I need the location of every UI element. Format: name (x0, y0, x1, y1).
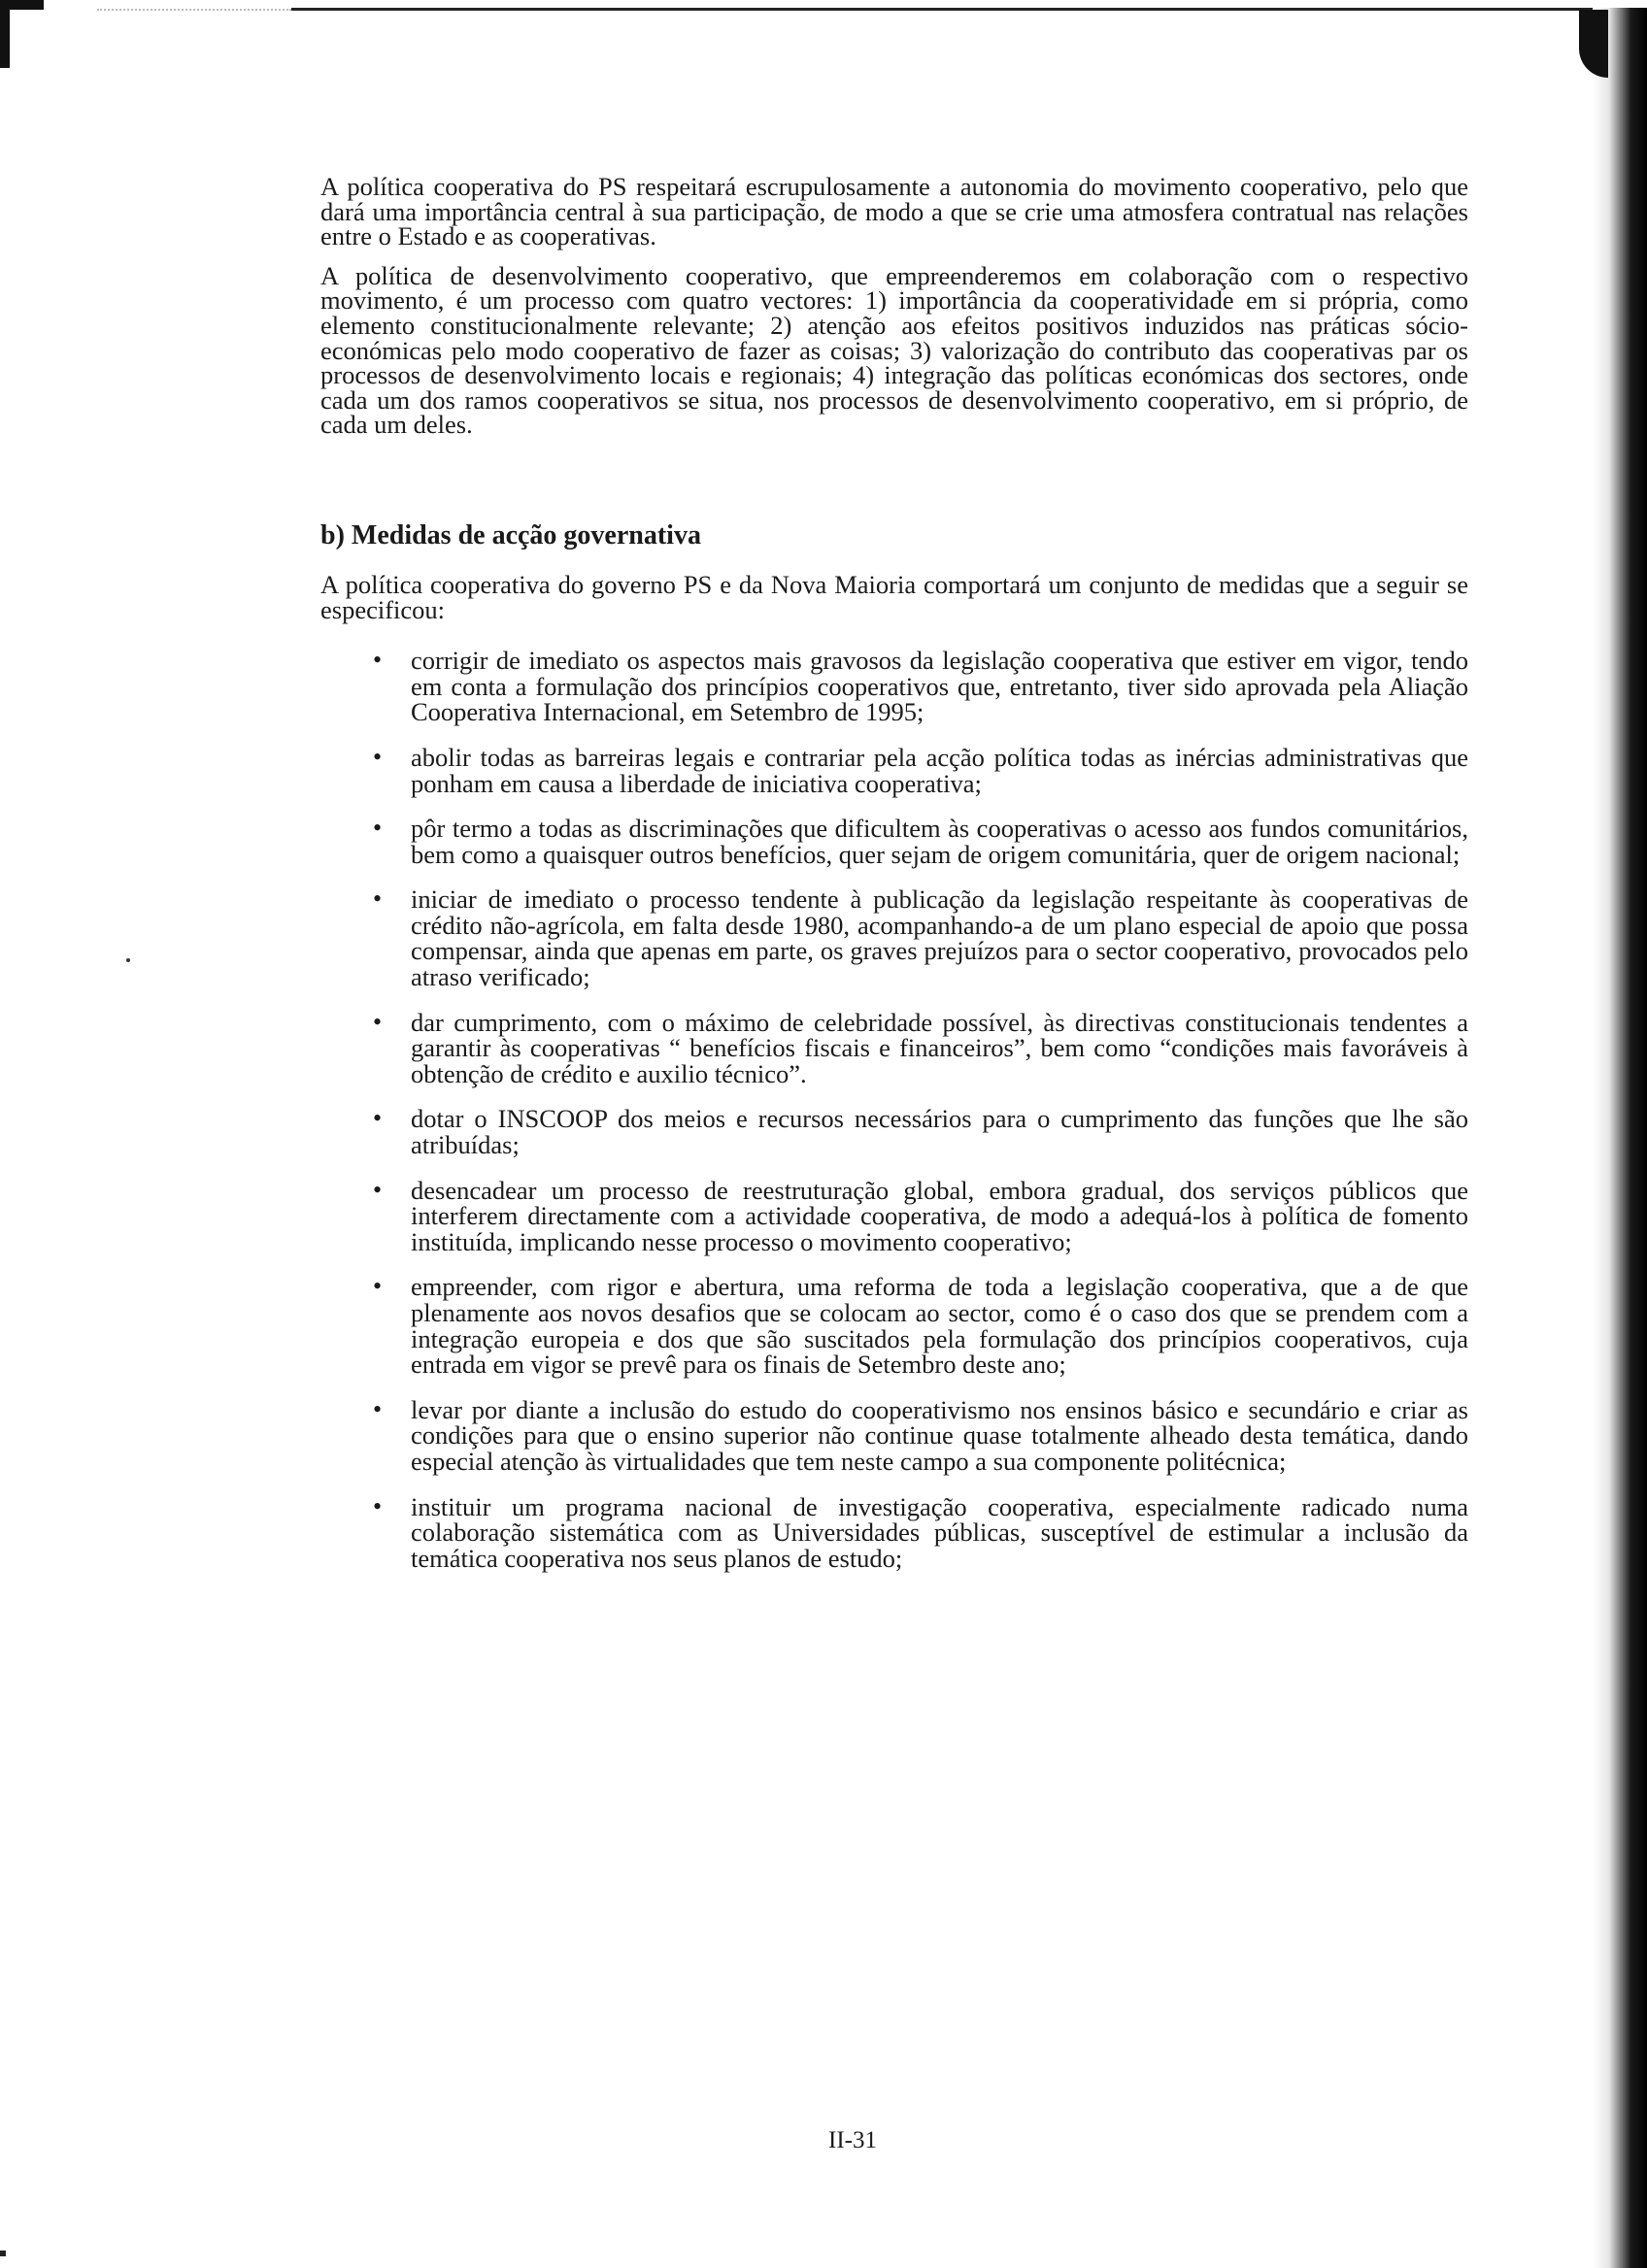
scan-border-artifact (97, 9, 291, 12)
bullet-icon: • (373, 1007, 383, 1036)
bullet-icon: • (373, 742, 383, 771)
scan-border-artifact (291, 8, 1593, 11)
page-number: II-31 (828, 2127, 877, 2153)
section-heading: b) Medidas de acção governativa (320, 519, 701, 550)
scan-border-artifact (0, 0, 10, 68)
document-body (320, 172, 1468, 1590)
scan-border-artifact (0, 0, 44, 10)
list-item (320, 648, 1468, 725)
list-item-text: dar cumprimento, com o máximo de celebridade possível, às directivas constitucionais tendentes a garantir às cooperativas “ benefícios fiscais e financeiros”, bem como “condições mais favoráveis à obtenção de crédito e auxilio técnico”. (411, 1007, 1468, 1088)
paragraph: A política de desenvolvimento cooperativo, que empreenderemos em colaboração com o respectivo movimento, é um processo com quatro vectores: 1) importância da cooperatividade em si própria, como elemento constitucionalmente relevante; 2) atenção aos efeitos positivos induzidos nas práticas sócio-económicas pelo modo cooperativo de fazer as coisas; 3) valorização do contributo das cooperativas par os processos de desenvolvimento locais e regionais; 4) integração das políticas económicas dos sectores, onde cada um dos ramos cooperativos se situa, nos processos de desenvolvimento cooperativo, em si próprio, de cada um deles. (320, 260, 1468, 440)
scan-page-edge-shadow (1593, 8, 1647, 2268)
scan-speck (0, 2251, 6, 2256)
list-item (320, 884, 1468, 992)
bullet-icon: • (373, 1394, 383, 1423)
list-item (320, 1104, 1468, 1160)
list-item-text: levar por diante a inclusão do estudo do cooperativismo nos ensinos básico e secundário e criar as condições para que o ensino superior não continue quase totalmente alheado desta temática, dando especial atenção às virtualidades que tem neste campo a sua componente politécnica; (411, 1394, 1468, 1476)
bullet-icon: • (373, 884, 383, 914)
list-item (320, 1007, 1468, 1088)
list-item (320, 1394, 1468, 1476)
scan-speck (126, 958, 130, 962)
list-item (320, 1491, 1468, 1573)
list-item-text: desencadear um processo de reestruturação global, embora gradual, dos serviços públicos que interferem directamente com a actividade cooperativa, de modo a adequá-los à política de fomento instituída, implicando nesse processo o movimento cooperativo; (411, 1175, 1468, 1256)
list-item-text: dotar o INSCOOP dos meios e recursos necessários para o cumprimento das funções que lhe são atribuídas; (411, 1104, 1468, 1160)
bullet-icon: • (373, 814, 383, 843)
list-item-text: instituir um programa nacional de investigação cooperativa, especialmente radicado numa colaboração sistemática com as Universidades públicas, susceptível de estimular a inclusão da temática cooperativa nos seus planos de estudo; (411, 1491, 1468, 1573)
bullet-icon: • (373, 1272, 383, 1301)
list-item-text: iniciar de imediato o processo tendente à publicação da legislação respeitante às cooperativas de crédito não-agrícola, em falta desde 1980, acompanhando-a de um plano especial de apoio que possa compensar, ainda que apenas em parte, os graves prejuízos para o sector cooperativo, provocados pelo atraso verificado; (411, 884, 1468, 992)
measures-list (320, 648, 1468, 1571)
paragraph-intro: A política cooperativa do governo PS e da Nova Maioria comportará um conjunto de medidas que a seguir se especificou: (320, 569, 1468, 624)
paragraph: A política cooperativa do PS respeitará escrupulosamente a autonomia do movimento cooperativo, pelo que dará uma importância central à sua participação, de modo a que se crie uma atmosfera contratual nas relações entre o Estado e as cooperativas. (320, 172, 1468, 251)
list-item-text: corrigir de imediato os aspectos mais gravosos da legislação cooperativa que estiver em vigor, tendo em conta a formulação dos princípios cooperativos que, entretanto, tiver sido aprovada pela Aliação Cooperativa Internacional, em Setembro de 1995; (411, 646, 1468, 727)
bullet-icon: • (373, 646, 383, 675)
scan-border-artifact (1579, 10, 1608, 78)
bullet-icon: • (373, 1491, 383, 1520)
list-item (320, 1272, 1468, 1380)
list-item-text: abolir todas as barreiras legais e contrariar pela acção política todas as inércias administrativas que ponham em causa a liberdade de iniciativa cooperativa; (411, 742, 1468, 798)
list-item-text: empreender, com rigor e abertura, uma reforma de toda a legislação cooperativa, que a de que plenamente aos novos desafios que se colocam ao sector, como é o caso dos que se prendem com a integração europeia e dos que são suscitados pela formulação dos princípios cooperativos, cuja entrada em vigor se prevê para os finais de Setembro deste ano; (411, 1272, 1468, 1380)
list-item (320, 816, 1468, 867)
list-item (320, 1175, 1468, 1256)
list-item-text: pôr termo a todas as discriminações que dificultem às cooperativas o acesso aos fundos comunitários, bem como a quaisquer outros benefícios, quer sejam de origem comunitária, quer de origem nacional; (411, 814, 1468, 869)
bullet-icon: • (373, 1175, 383, 1204)
list-item (320, 742, 1468, 798)
bullet-icon: • (373, 1104, 383, 1133)
